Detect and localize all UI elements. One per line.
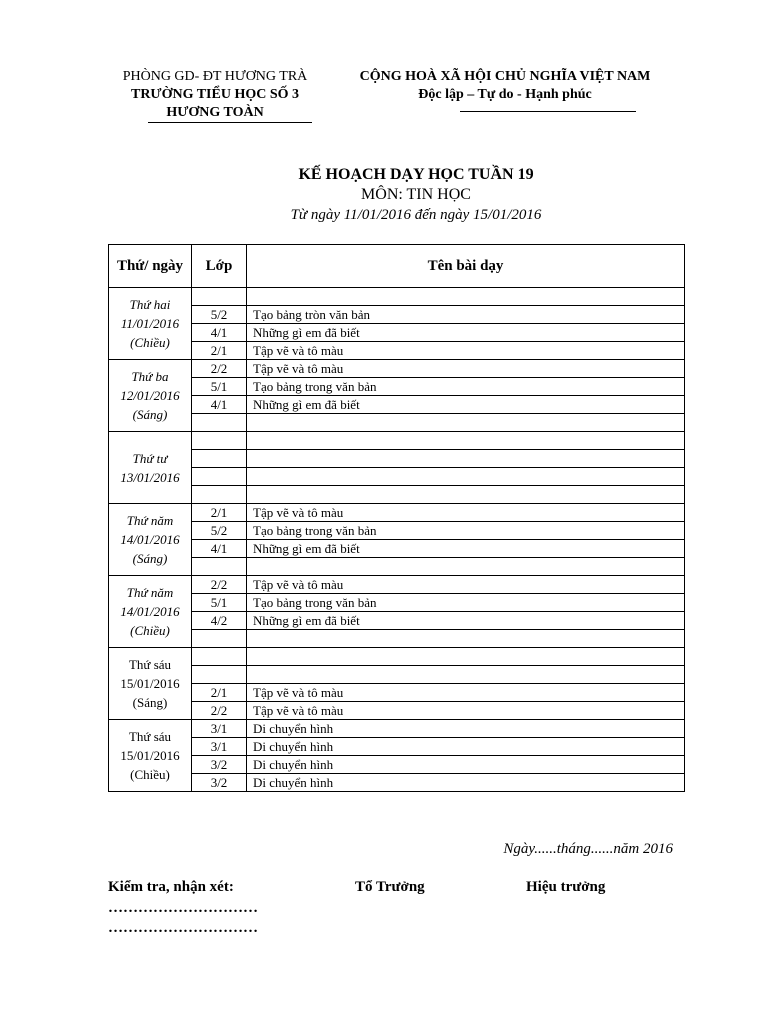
class-cell xyxy=(192,450,247,468)
lesson-cell: Tập vẽ và tô màu xyxy=(247,702,685,720)
header-right xyxy=(340,68,670,104)
lesson-cell xyxy=(247,648,685,666)
table-row xyxy=(109,342,685,360)
table-row xyxy=(109,306,685,324)
header-lesson: Tên bài dạy xyxy=(247,245,685,288)
class-cell: 2/1 xyxy=(192,684,247,702)
class-cell: 4/1 xyxy=(192,540,247,558)
lesson-cell xyxy=(247,558,685,576)
header-right-underline xyxy=(460,111,636,112)
class-cell: 2/1 xyxy=(192,504,247,522)
lesson-cell: Tập vẽ và tô màu xyxy=(247,576,685,594)
review-dots-line-2: ………………………… xyxy=(108,920,258,936)
table-header-row xyxy=(109,245,685,288)
table-row xyxy=(109,450,685,468)
school-location: HƯƠNG TOÀN xyxy=(166,105,264,120)
table-row xyxy=(109,504,685,522)
class-cell: 3/2 xyxy=(192,774,247,792)
review-label: Kiểm tra, nhận xét: xyxy=(108,879,234,895)
schedule-table xyxy=(108,244,685,792)
lesson-cell xyxy=(247,414,685,432)
lesson-cell: Di chuyển hình xyxy=(247,720,685,738)
class-cell: 5/2 xyxy=(192,306,247,324)
class-cell xyxy=(192,468,247,486)
class-cell: 2/2 xyxy=(192,360,247,378)
day-cell-line: Thứ hai xyxy=(129,297,171,312)
table-row xyxy=(109,630,685,648)
table-row xyxy=(109,414,685,432)
day-cell-line: 11/01/2016 xyxy=(120,316,180,331)
class-cell xyxy=(192,630,247,648)
lesson-cell: Những gì em đã biết xyxy=(247,540,685,558)
lesson-cell: Di chuyển hình xyxy=(247,738,685,756)
table-row xyxy=(109,684,685,702)
day-cell-line: Thứ ba xyxy=(131,369,169,384)
signing-date: Ngày......tháng......năm 2016 xyxy=(503,841,673,857)
day-cell-line: 14/01/2016 xyxy=(120,604,180,619)
day-cell-line: 15/01/2016 xyxy=(120,676,180,691)
lesson-cell xyxy=(247,486,685,504)
lesson-cell: Những gì em đã biết xyxy=(247,396,685,414)
table-row xyxy=(109,720,685,738)
day-cell-line: (Sáng) xyxy=(132,551,168,566)
class-cell: 3/1 xyxy=(192,720,247,738)
table-row xyxy=(109,468,685,486)
review-dots-line-1: ………………………… xyxy=(108,900,258,916)
lesson-cell: Tạo bảng trong văn bản xyxy=(247,522,685,540)
class-cell: 2/2 xyxy=(192,702,247,720)
lesson-cell: Tạo bảng trong văn bản xyxy=(247,594,685,612)
lesson-cell: Những gì em đã biết xyxy=(247,324,685,342)
class-cell: 4/1 xyxy=(192,324,247,342)
class-cell: 5/1 xyxy=(192,378,247,396)
table-row xyxy=(109,360,685,378)
table-row xyxy=(109,324,685,342)
day-cell xyxy=(109,648,192,720)
class-cell: 2/1 xyxy=(192,342,247,360)
class-cell: 4/1 xyxy=(192,396,247,414)
class-cell xyxy=(192,648,247,666)
lesson-cell xyxy=(247,432,685,450)
class-cell xyxy=(192,486,247,504)
lesson-cell xyxy=(247,450,685,468)
day-cell-line: 15/01/2016 xyxy=(120,748,180,763)
class-cell: 2/2 xyxy=(192,576,247,594)
table-row xyxy=(109,396,685,414)
table-row xyxy=(109,432,685,450)
lesson-cell: Tạo bảng trong văn bản xyxy=(247,378,685,396)
header-left xyxy=(100,68,330,122)
title-block xyxy=(108,165,724,225)
class-cell xyxy=(192,414,247,432)
table-row xyxy=(109,648,685,666)
lesson-cell: Những gì em đã biết xyxy=(247,612,685,630)
national-motto: Độc lập – Tự do - Hạnh phúc xyxy=(418,87,592,102)
day-cell xyxy=(109,288,192,360)
table-row xyxy=(109,378,685,396)
lesson-cell xyxy=(247,468,685,486)
table-row xyxy=(109,288,685,306)
national-title: CỘNG HOÀ XÃ HỘI CHỦ NGHĨA VIỆT NAM xyxy=(359,69,651,84)
header-class: Lớp xyxy=(192,245,247,288)
lesson-cell: Tập vẽ và tô màu xyxy=(247,504,685,522)
lesson-cell: Tập vẽ và tô màu xyxy=(247,684,685,702)
date-range: Từ ngày 11/01/2016 đến ngày 15/01/2016 xyxy=(290,207,542,223)
day-cell xyxy=(109,720,192,792)
class-cell: 5/2 xyxy=(192,522,247,540)
day-cell-line: 14/01/2016 xyxy=(120,532,180,547)
header-left-underline xyxy=(148,122,312,123)
class-cell xyxy=(192,666,247,684)
day-cell-line: 12/01/2016 xyxy=(120,388,180,403)
class-cell: 3/2 xyxy=(192,756,247,774)
table-row xyxy=(109,756,685,774)
table-row xyxy=(109,594,685,612)
day-cell-line: (Chiều) xyxy=(130,623,170,638)
day-cell xyxy=(109,576,192,648)
schedule-body xyxy=(109,288,685,792)
day-cell-line: 13/01/2016 xyxy=(120,469,180,485)
day-cell xyxy=(109,360,192,432)
table-row xyxy=(109,522,685,540)
day-cell-line: (Sáng) xyxy=(132,407,168,422)
day-cell-line: Thứ tư xyxy=(132,450,168,466)
lesson-cell xyxy=(247,288,685,306)
lesson-cell xyxy=(247,666,685,684)
class-cell: 5/1 xyxy=(192,594,247,612)
day-cell-line: (Chiều) xyxy=(130,767,170,782)
header-day: Thứ/ ngày xyxy=(109,245,192,288)
lesson-cell: Tạo bảng tròn văn bản xyxy=(247,306,685,324)
day-cell xyxy=(109,432,192,504)
table-row xyxy=(109,666,685,684)
table-row xyxy=(109,486,685,504)
table-row xyxy=(109,738,685,756)
day-cell xyxy=(109,504,192,576)
day-cell-line: (Chiều) xyxy=(130,335,170,350)
class-cell xyxy=(192,432,247,450)
class-cell: 3/1 xyxy=(192,738,247,756)
day-cell-line: Thứ năm xyxy=(126,585,174,600)
table-row xyxy=(109,612,685,630)
table-row xyxy=(109,774,685,792)
table-row xyxy=(109,702,685,720)
school-name: TRƯỜNG TIỂU HỌC SỐ 3 xyxy=(130,87,300,102)
team-leader-label: Tổ Trưởng xyxy=(355,879,425,895)
class-cell: 4/2 xyxy=(192,612,247,630)
day-cell-line: Thứ năm xyxy=(126,513,174,528)
table-row xyxy=(109,558,685,576)
principal-label: Hiệu trưởng xyxy=(526,879,606,895)
document-title: KẾ HOẠCH DẠY HỌC TUẦN 19 xyxy=(298,166,534,183)
table-row xyxy=(109,576,685,594)
table-row xyxy=(109,540,685,558)
lesson-cell: Tập vẽ và tô màu xyxy=(247,360,685,378)
subject-line: MÔN: TIN HỌC xyxy=(361,186,471,203)
day-cell-line: (Sáng) xyxy=(132,695,168,710)
department-name: PHÒNG GD- ĐT HƯƠNG TRÀ xyxy=(122,69,308,84)
lesson-cell xyxy=(247,630,685,648)
day-cell-line: Thứ sáu xyxy=(128,657,172,672)
lesson-cell: Tập vẽ và tô màu xyxy=(247,342,685,360)
class-cell xyxy=(192,558,247,576)
lesson-cell: Di chuyển hình xyxy=(247,774,685,792)
class-cell xyxy=(192,288,247,306)
day-cell-line: Thứ sáu xyxy=(128,729,172,744)
lesson-cell: Di chuyển hình xyxy=(247,756,685,774)
